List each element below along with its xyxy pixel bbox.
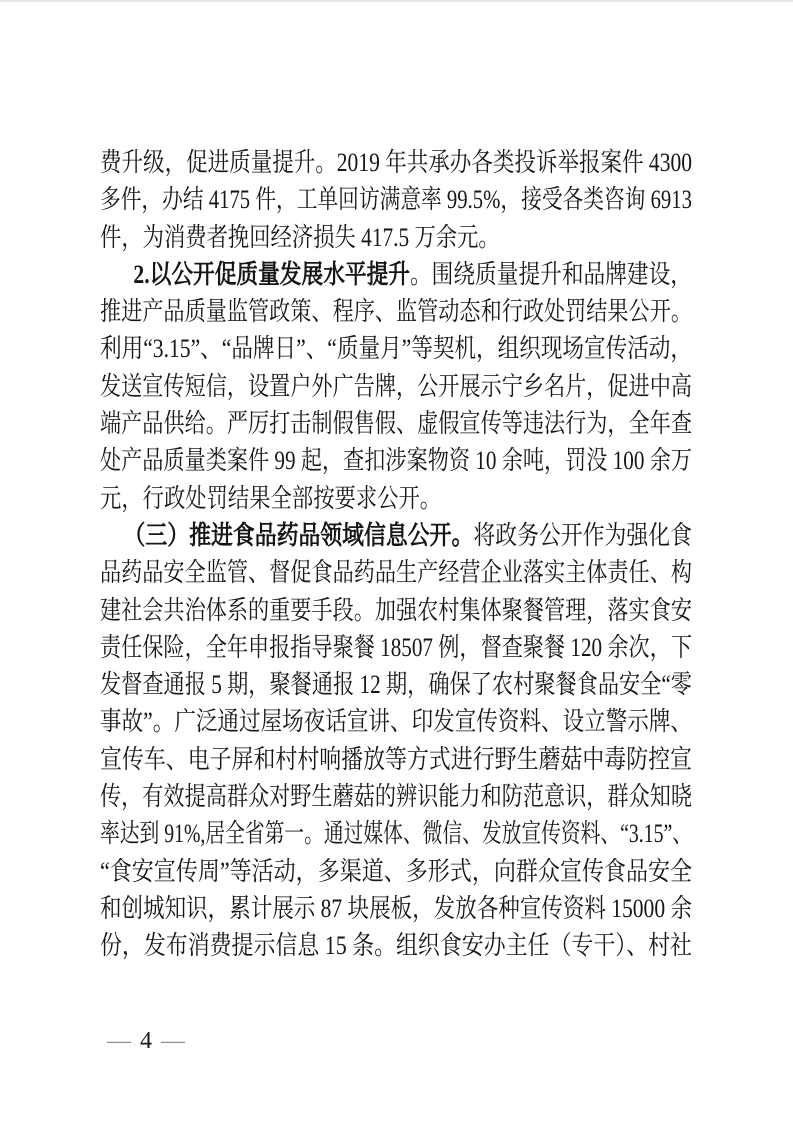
document-line <box>100 741 692 778</box>
body-text: 端产品供给。严厉打击制假售假、虚假宣传等违法行为，全年查 <box>100 409 692 439</box>
document-line <box>100 330 692 367</box>
body-text: 建社会共治体系的重要手段。加强农村集体聚餐管理，落实食安 <box>100 595 692 625</box>
document-line <box>100 815 692 852</box>
body-text: 份，发布消费提示信息 15 条。组织食安办主任（专干）、村社 <box>100 931 692 961</box>
body-text: 率达到 91%,居全省第一。通过媒体、微信、发放宣传资料、“3.15”、 <box>100 819 692 849</box>
document-line <box>100 778 692 815</box>
body-text: “食安宣传周”等活动，多渠道、多形式，向群众宣传食品安全 <box>100 856 692 886</box>
paragraph-indent <box>100 282 133 283</box>
document-line <box>100 666 692 703</box>
paragraph-indent <box>100 543 124 544</box>
document-line <box>100 293 692 330</box>
body-text: 。围绕质量提升和品牌建设， <box>409 259 692 289</box>
document-line <box>100 442 692 479</box>
document-line <box>100 256 692 293</box>
document-line <box>100 368 692 405</box>
section-heading-food-drug-disclosure: （三）推进食品药品领域信息公开。 <box>123 520 474 550</box>
document-line <box>100 181 692 218</box>
document-line <box>100 853 692 890</box>
body-text: 发督查通报 5 期，聚餐通报 12 期，确保了农村聚餐食品安全“零 <box>100 670 692 700</box>
body-text: 事故”。广泛通过屋场夜话宣讲、印发宣传资料、设立警示牌、 <box>100 707 692 737</box>
document-line <box>100 219 692 256</box>
document-line <box>100 592 692 629</box>
document-line <box>100 890 692 927</box>
body-text: 品药品安全监管、督促食品药品生产经营企业落实主体责任、构 <box>100 558 692 588</box>
body-text: 费升级，促进质量提升。2019 年共承办各类投诉举报案件 4300 <box>100 148 692 177</box>
body-text: 和创城知识，累计展示 87 块展板，发放各种宣传资料 15000 余 <box>100 893 692 923</box>
body-text: 传，有效提高群众对野生蘑菇的辨识能力和防范意识，群众知晓 <box>100 782 692 812</box>
document-body-text <box>100 144 692 965</box>
body-text: 宣传车、电子屏和村村响播放等方式进行野生蘑菇中毒防控宣 <box>100 744 692 774</box>
body-text: 元，行政处罚结果全部按要求公开。 <box>100 483 442 513</box>
footer-dash-left: — <box>107 1028 131 1054</box>
document-line <box>100 703 692 740</box>
section-heading-quality-development: 2.以公开促质量发展水平提升 <box>133 259 410 289</box>
body-text: 发送宣传短信，设置户外广告牌，公开展示宁乡名片，促进中高 <box>100 371 692 401</box>
body-text: 推进产品质量监管政策、程序、监管动态和行政处罚结果公开。 <box>100 297 692 327</box>
document-line <box>100 480 692 517</box>
page-footer <box>107 1029 185 1053</box>
page-number: 4 <box>140 1028 152 1054</box>
page-top-scan-edge <box>0 0 793 2</box>
body-text: 责任保险，全年申报指导聚餐 18507 例，督查聚餐 120 余次，下 <box>100 632 692 662</box>
footer-dash-right: — <box>161 1028 185 1054</box>
document-line <box>100 517 692 554</box>
document-line <box>100 927 692 964</box>
document-line <box>100 405 692 442</box>
body-text: 利用“3.15”、“品牌日”、“质量月”等契机，组织现场宣传活动， <box>100 334 692 364</box>
document-line <box>100 144 692 181</box>
document-line <box>100 629 692 666</box>
body-text: 处产品质量类案件 99 起，查扣涉案物资 10 余吨，罚没 100 余万 <box>100 446 692 476</box>
body-text: 多件，办结 4175 件，工单回访满意率 99.5%，接受各类咨询 6913 <box>100 185 692 215</box>
body-text: 将政务公开作为强化食 <box>473 520 692 550</box>
body-text: 件，为消费者挽回经济损失 417.5 万余元。 <box>100 222 500 252</box>
document-line <box>100 554 692 591</box>
